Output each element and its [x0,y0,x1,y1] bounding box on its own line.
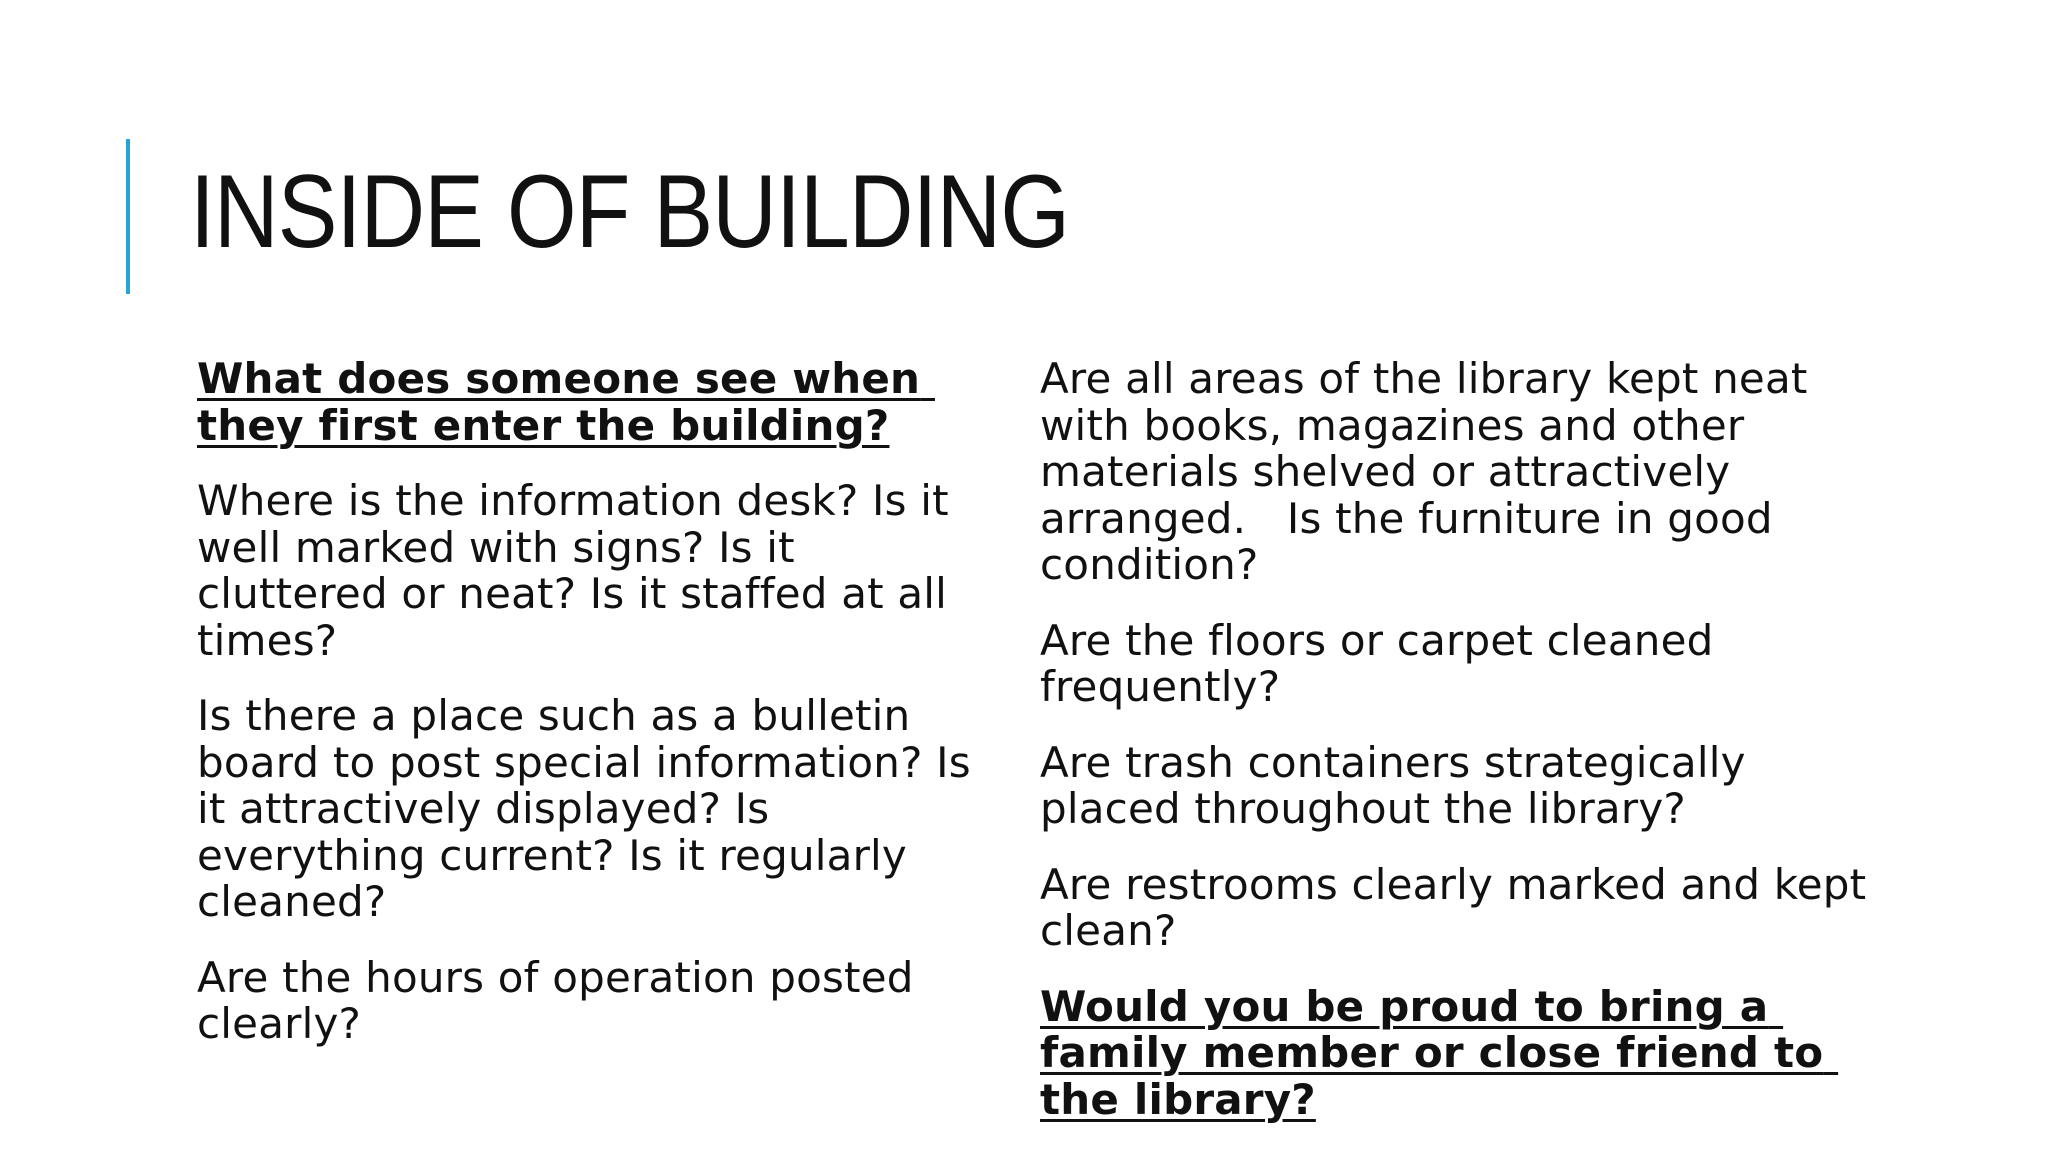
right-paragraph-3: Are trash containers strategically placed throughout the library? [1040,737,1760,833]
right-paragraph-1: Are all areas of the library kept neat with books, magazines and other materials shelved or attractively arranged. Is the furniture in good condition? [1040,354,1822,589]
right-column [1040,354,1880,1152]
title-accent-bar [126,139,130,294]
left-paragraph-3: Is there a place such as a bulletin board to post special information? Is it attractively displayed? Is everything current? Is it regularly cleaned? [197,691,985,926]
left-paragraph-2: Where is the information desk? Is it well marked with signs? Is it cluttered or neat? Is it staffed at all times? [197,476,963,665]
right-paragraph-4: Are restrooms clearly marked and kept clean? [1040,859,1880,955]
slide-title: INSIDE OF BUILDING [190,154,1070,270]
right-paragraph-2: Are the floors or carpet cleaned frequently? [1040,615,1728,711]
left-paragraph-4: Are the hours of operation posted clearly? [197,952,928,1048]
right-paragraph-5: Would you be proud to bring a family member or close friend to the library? [1040,981,1839,1124]
left-column [197,356,997,1077]
left-paragraph-1: What does someone see when they first enter the building? [197,354,935,450]
